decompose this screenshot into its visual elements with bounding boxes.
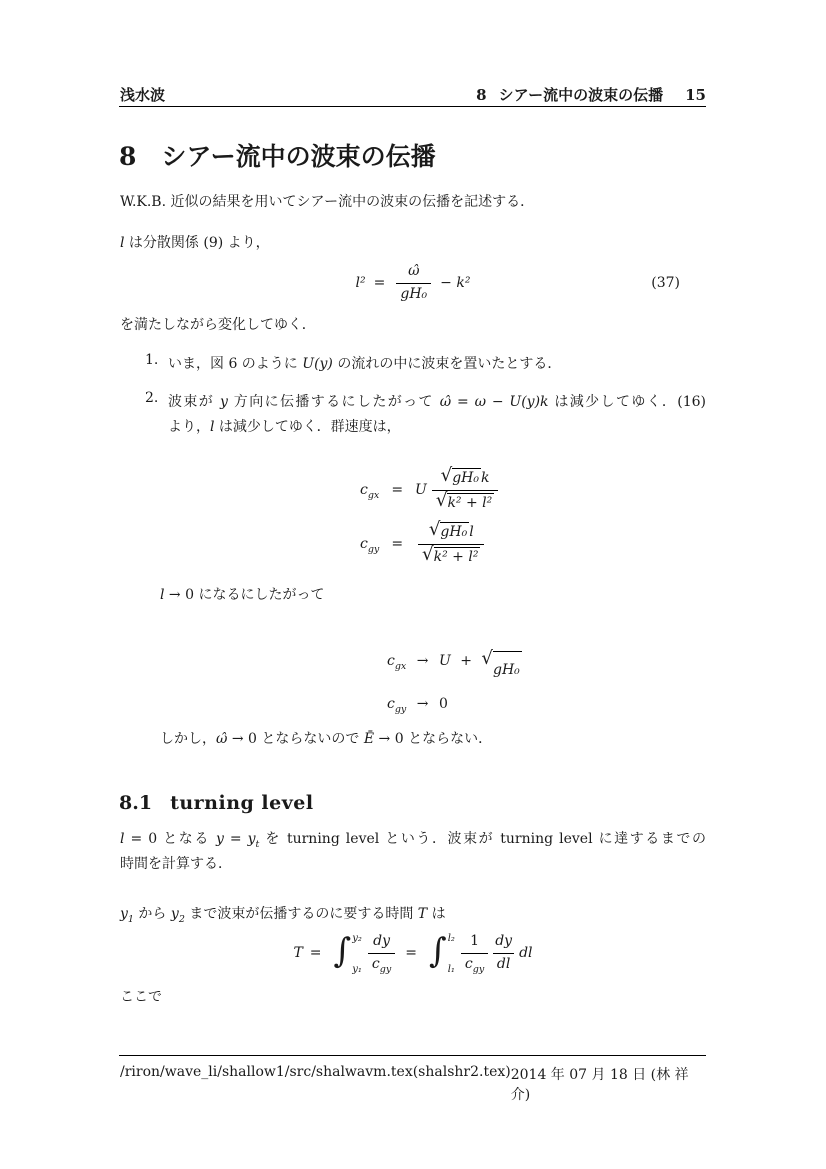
turning-line1: l = 0 となる $y = y_t$ を turning level という．波束が turning level に達するまでの	[120, 831, 706, 850]
eq37-lhs: l²	[355, 275, 366, 291]
eq37-tail: − k²	[440, 275, 471, 291]
sqrt-gH0: √ gH₀	[481, 651, 521, 687]
line-l-to-zero: l → 0 になるにしたがって	[160, 587, 325, 603]
gv-row2-fraction: √ gH₀ l √ k² + l²	[418, 522, 484, 566]
item2-line1: 波束が y 方向に伝播するにしたがって ω̂ = ω − U(y)k は減少してゆく．(16)	[168, 394, 706, 410]
eq37-equals: =	[373, 275, 386, 291]
integral-lower-limit: y₁	[352, 964, 362, 975]
header-section-number: 8	[476, 86, 487, 104]
eqT-tail: dl	[519, 945, 533, 961]
eq37-fraction	[396, 263, 431, 303]
integral-upper-limit: y₂	[352, 933, 362, 944]
header-rule	[119, 106, 706, 107]
eqT-frac-dy-cgy: $\frac{dy}{c_{gy}}$	[368, 933, 395, 973]
equation-tag: (37)	[651, 275, 680, 291]
gv-row1-coef: U	[415, 482, 427, 498]
paragraph-intro: W.K.B. 近似の結果を用いてシアー流中の波束の伝播を記述する．	[120, 194, 535, 210]
math-var-l: l	[160, 587, 165, 603]
math-var-l: l	[120, 831, 125, 847]
math-var-y: y	[220, 394, 228, 410]
item1-number: 1.	[145, 352, 159, 368]
paragraph-satisfy: を満たしながら変化してゆく．	[120, 317, 316, 333]
math-E-bar: Ē	[363, 731, 375, 747]
sqrt-k2-l2: √ k² + l²	[435, 489, 493, 511]
footer	[120, 1064, 706, 1104]
math-omega-hat: ω̂	[216, 731, 228, 747]
subsection-number: 8.1	[119, 792, 153, 814]
math-y1: $y_1$	[120, 906, 134, 925]
paragraph-turning	[120, 827, 706, 877]
math-var-l: l	[210, 419, 215, 435]
integral-1	[334, 931, 362, 975]
equation-limits	[387, 644, 522, 721]
footer-file-path: /riron/wave_li/shallow1/src/shalwavm.tex(shalshr2.tex)	[120, 1064, 511, 1080]
item2-text	[168, 390, 706, 440]
paragraph-dispersion: l は分散関係 (9) より，	[120, 235, 270, 251]
gv-row1-fraction: √ gH₀ k √ k² + l²	[432, 468, 498, 512]
gv-row2-equals: =	[391, 536, 404, 552]
subsection-title: turning level	[170, 792, 314, 814]
header-page-number: 15	[685, 86, 706, 104]
header-section-title: シアー流中の波束の伝播	[498, 86, 664, 104]
eqT-equals-2: =	[405, 945, 417, 961]
item1-text: いま，図 6 のように U(y) の流れの中に波束を置いたとする．	[168, 356, 562, 372]
gv-row2-lhs: $c_{gy}$	[360, 536, 380, 555]
sqrt-gH0: √ gH₀	[428, 519, 468, 540]
equation-group-velocity	[360, 465, 501, 566]
math-y-yt: $y = y_t$	[215, 831, 260, 850]
section-title: シアー流中の波束の伝播	[161, 142, 436, 171]
integral-lower-limit: l₁	[447, 964, 455, 975]
item2-number: 2.	[145, 390, 159, 406]
eqT-equals: =	[309, 945, 322, 961]
limit-row2: $c_{gy} \to 0$	[387, 696, 448, 715]
eqT-frac-1-cgy: $\frac{1}{c_{gy}}$	[461, 933, 488, 973]
equation-37	[120, 256, 706, 310]
sqrt-k2-l2: √ k² + l²	[422, 543, 479, 565]
paragraph-however: しかし，ω̂ → 0 とならないので Ē → 0 とならない．	[160, 731, 493, 747]
list-item-1	[120, 352, 706, 377]
footer-date-author: 2014 年 07 月 18 日 (林 祥介)	[510, 1067, 689, 1103]
math-var-l: l	[120, 235, 125, 251]
footer-rule	[119, 1055, 706, 1056]
list-item-2	[120, 390, 706, 440]
gv-row1-rhs	[415, 465, 501, 512]
integral-sign: ∫	[333, 931, 352, 971]
subsection-heading	[119, 792, 314, 814]
limit-row1: $c_{gx} \to U$ + √ gH₀	[387, 644, 522, 687]
sqrt-gH0: √ gH₀	[440, 465, 480, 486]
integral-2	[429, 931, 455, 975]
gv-row2-rhs	[415, 519, 487, 566]
eqT-lhs: T	[293, 945, 303, 961]
eq37-denominator: gH₀	[396, 283, 431, 304]
header-doc-title: 浅水波	[120, 86, 166, 104]
section-number: 8	[119, 142, 137, 171]
integral-upper-limit: l₂	[447, 933, 455, 944]
math-y2: $y_2$	[170, 906, 185, 925]
turning-line2: 時間を計算する．	[120, 856, 232, 872]
section-heading	[119, 137, 436, 173]
equation-T	[120, 924, 706, 982]
gv-row1-lhs: $c_{gx}$	[360, 482, 380, 501]
math-var-T: T	[417, 906, 428, 922]
eqT-frac-dy-dl: $\frac{dy}{dl}$	[491, 933, 516, 973]
paragraph-travel-time: $y_1$ から $y_2$ まで波束が伝播するのに要する時間 T は	[120, 906, 446, 925]
eq37-numerator: ω̂	[408, 263, 420, 279]
item2-line2: より，l は減少してゆく．群速度は，	[168, 419, 401, 435]
gv-row1-equals: =	[391, 482, 404, 498]
arrow-right: →	[416, 653, 429, 669]
math-omega-hat-eq: ω̂ = ω − U(y)k	[439, 394, 549, 410]
header-right	[476, 84, 706, 105]
paragraph-kokode: ここで	[120, 989, 162, 1005]
arrow-right: →	[416, 696, 429, 712]
integral-sign: ∫	[428, 931, 447, 971]
math-U-y: U(y)	[302, 356, 333, 372]
